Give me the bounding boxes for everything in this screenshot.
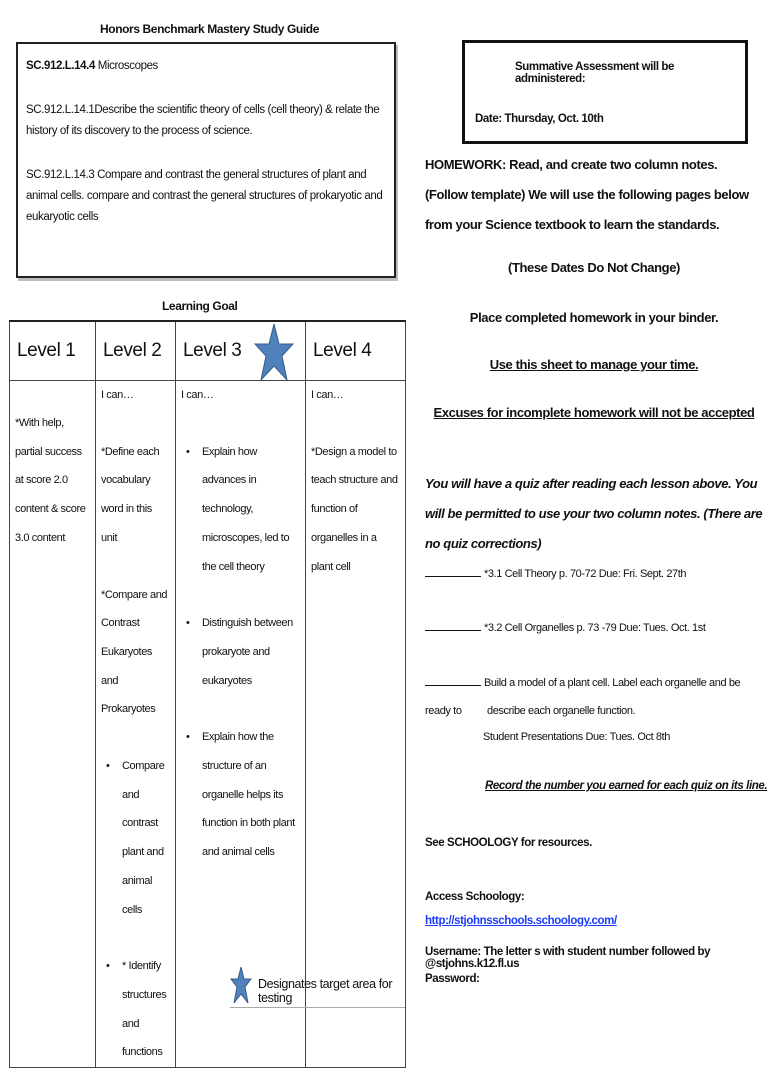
score-blank[interactable] [425, 618, 481, 631]
username-note: Username: The letter s with student number followed by @stjohns.k12.fl.us [425, 946, 711, 970]
assignment-3-line2: describe each organelle function. [487, 705, 636, 717]
learning-goal-title: Learning Goal [162, 299, 238, 313]
summative-box [462, 40, 748, 144]
level-3-bullet: • Explain how advances in technology, microscopes, led to the cell theory [195, 438, 300, 582]
assignment-1: *3.1 Cell Theory p. 70-72 Due: Fri. Sept. 27th [425, 560, 763, 588]
schoology-link[interactable]: http://stjohnsschools.schoology.com/ [425, 915, 617, 927]
standard-3: SC.912.L.14.3 Compare and contrast the general structures of plant and animal cells. compare and contrast the general structures of prokaryotic and eukaryotic cells [26, 169, 383, 223]
level-4-item: *Design a model to teach structure and function of organelles in a plant cell [311, 445, 398, 573]
level-2-header: Level 2 [96, 321, 176, 381]
level-2-ican: I can… [101, 389, 134, 401]
legend-star-icon [230, 965, 252, 1005]
level-3-header: Level 3 [176, 321, 306, 381]
level-4-header: Level 4 [306, 321, 406, 381]
standard-1 [26, 56, 386, 77]
manage-note: Use this sheet to manage your time. [489, 357, 699, 372]
legend-text: Designates target area for testing [258, 977, 393, 1005]
level-3-ican: I can… [181, 389, 214, 401]
standard-2: SC.912.L.14.1Describe the scientific theory of cells (cell theory) & relate the history of its discovery to the process of science. [26, 104, 380, 137]
score-blank[interactable] [425, 673, 481, 686]
legend [230, 965, 405, 1008]
star-icon [254, 322, 294, 382]
level-1-header: Level 1 [10, 321, 96, 381]
quiz-note: You will have a quiz after reading each lesson above. You will be permitted to use your two column notes. (There are no quiz corrections) [425, 476, 763, 551]
password-label: Password: [425, 973, 480, 985]
standard-1-code: SC.912.L.14.4 [26, 60, 95, 72]
summative-date: Date: Thursday, Oct. 10th [475, 113, 604, 125]
learning-goal-table [9, 320, 406, 1068]
excuses-note: Excuses for incomplete homework will not be accepted [433, 405, 755, 420]
level-2-bullet: • * Identify structures and functions [115, 952, 170, 1067]
dates-note: (These Dates Do Not Change) [508, 260, 680, 275]
level-3-bullet: • Explain how the structure of an organelle helps its function in both plant and animal cells [195, 723, 300, 867]
level-2-bullet: • Compare and contrast plant and animal cells [115, 752, 170, 924]
homework-text: HOMEWORK: Read, and create two column notes. (Follow template) We will use the following pages below from your Science textbook to learn the standards. [425, 157, 749, 232]
level-2-content [96, 381, 176, 1068]
binder-note: Place completed homework in your binder. [469, 310, 719, 325]
assignment-3: Build a model of a plant cell. Label each organelle and be ready to [425, 669, 763, 725]
standards-box [16, 42, 396, 278]
level-2-item: *Compare and Contrast Eukaryotes and Prokaryotes [101, 588, 168, 716]
assignment-3-line3: Student Presentations Due: Tues. Oct 8th [483, 731, 671, 743]
page-title: Honors Benchmark Mastery Study Guide [100, 22, 319, 36]
summative-line: Summative Assessment will be administered: [515, 61, 675, 85]
access-label: Access Schoology: [425, 891, 525, 903]
level-1-text: *With help, partial success at score 2.0 content & score 3.0 content [15, 417, 86, 544]
record-note: Record the number you earned for each quiz on its line. [485, 780, 768, 792]
score-blank[interactable] [425, 564, 481, 577]
level-4-ican: I can… [311, 389, 344, 401]
schoology-note: See SCHOOLOGY for resources. [425, 837, 592, 849]
assignment-2: *3.2 Cell Organelles p. 73 -79 Due: Tues. Oct. 1st [425, 614, 763, 642]
level-2-item: *Define each vocabulary word in this unit [101, 445, 160, 544]
level-3-bullet: • Distinguish between prokaryote and eukaryotes [195, 609, 300, 695]
level-1-content [10, 381, 96, 1068]
standard-1-text: Microscopes [94, 60, 158, 72]
